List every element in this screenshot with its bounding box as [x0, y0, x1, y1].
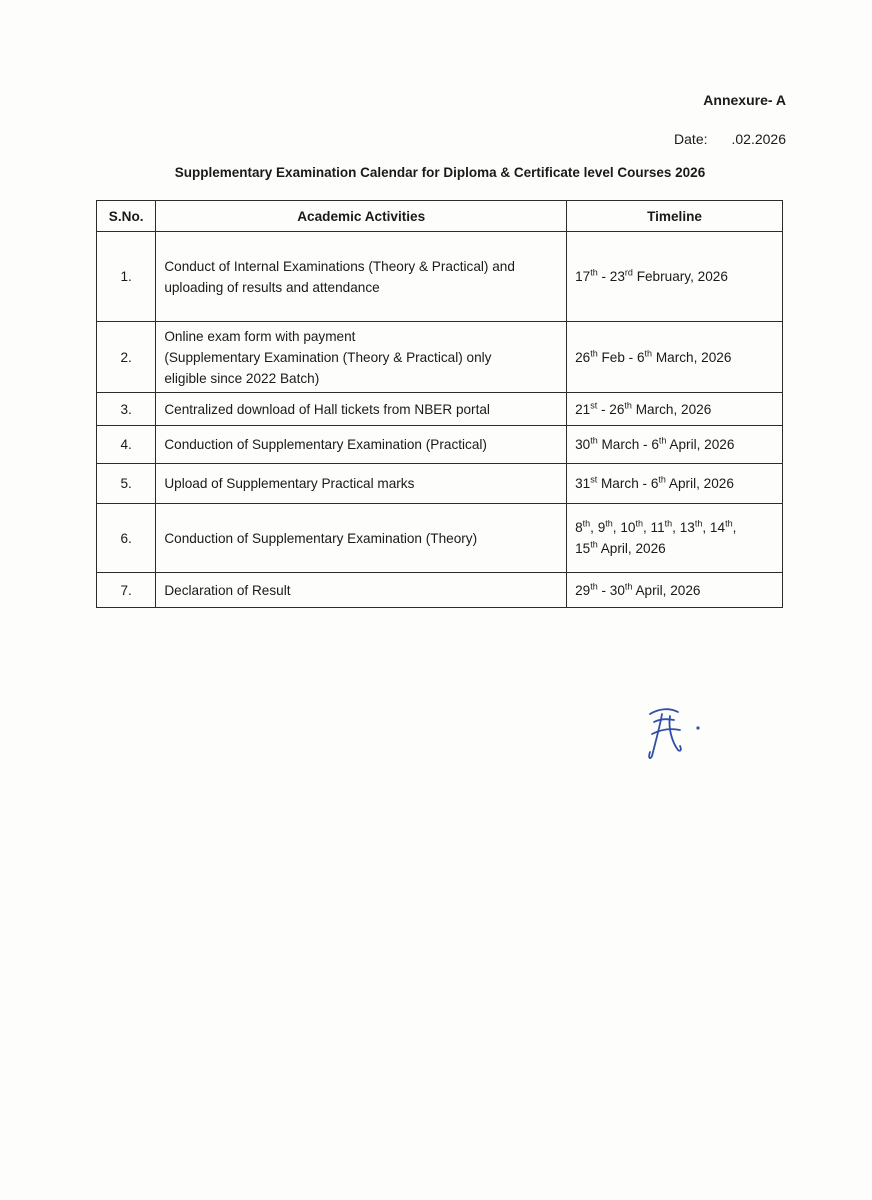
timeline-text: March, 2026: [631, 401, 712, 417]
cell-activity: [156, 393, 567, 426]
timeline-line: [575, 538, 774, 559]
cell-timeline: [567, 393, 783, 426]
table-row: [97, 393, 783, 426]
timeline-text: 30: [575, 437, 591, 452]
timeline-text: March - 6: [597, 437, 659, 452]
cell-timeline: [567, 232, 783, 322]
ordinal-suffix: th: [590, 539, 598, 550]
date-label: Date:: [674, 131, 708, 147]
activity-line: (Supplementary Examination (Theory & Practical) only: [164, 349, 492, 365]
ordinal-suffix: th: [694, 518, 703, 529]
timeline-text: , 13: [672, 520, 695, 535]
timeline-text: Feb - 6: [597, 349, 645, 365]
cell-timeline: [567, 573, 783, 608]
activity-line: uploading of results and attendance: [164, 279, 380, 295]
activity-line: Conduction of Supplementary Examination (Practical): [164, 437, 487, 452]
activity-line: Upload of Supplementary Practical marks: [164, 476, 415, 491]
date-value: .02.2026: [731, 131, 786, 147]
activity-line: Conduct of Internal Examinations (Theory & Practical) and: [164, 258, 515, 274]
cell-sno: 3.: [97, 393, 156, 426]
timeline-line: [575, 399, 774, 420]
document-title: Supplementary Examination Calendar for Diploma & Certificate level Courses 2026: [174, 165, 706, 180]
cell-activity: [156, 322, 567, 393]
timeline-text: April, 2026: [665, 476, 734, 491]
ordinal-suffix: th: [658, 474, 666, 485]
table-header-row: [97, 201, 783, 232]
signature-icon: [640, 700, 706, 764]
timeline-text: April, 2026: [632, 582, 701, 598]
timeline-text: March - 6: [597, 476, 659, 491]
timeline-line: [575, 347, 774, 368]
table-row: [97, 573, 783, 608]
table-row: [97, 464, 783, 504]
timeline-text: - 26: [597, 401, 625, 417]
activity-line: Declaration of Result: [164, 582, 291, 598]
activity-line: Online exam form with payment: [164, 328, 356, 344]
timeline-text: , 9: [590, 520, 606, 535]
timeline-text: ,: [732, 520, 737, 535]
cell-sno: 4.: [97, 426, 156, 464]
ordinal-suffix: th: [624, 399, 632, 410]
timeline-text: April, 2026: [597, 541, 666, 556]
timeline-text: , 10: [612, 520, 636, 535]
date-line: [600, 131, 786, 147]
cell-sno: 1.: [97, 232, 156, 322]
cell-activity: [156, 464, 567, 504]
cell-sno: 7.: [97, 573, 156, 608]
ordinal-suffix: rd: [624, 267, 633, 278]
ordinal-suffix: th: [644, 347, 653, 358]
cell-activity: [156, 573, 567, 608]
activity-line: eligible since 2022 Batch): [164, 370, 320, 386]
timeline-text: 29: [575, 582, 591, 598]
cell-sno: 5.: [97, 464, 156, 504]
ordinal-suffix: th: [635, 518, 643, 529]
column-header-activities: Academic Activities: [156, 201, 567, 232]
column-header-timeline: Timeline: [567, 201, 783, 232]
timeline-text: - 23: [597, 269, 625, 284]
timeline-text: 17: [575, 269, 591, 284]
timeline-text: 21: [575, 401, 591, 417]
ordinal-suffix: th: [624, 580, 633, 591]
ordinal-suffix: th: [664, 518, 673, 529]
timeline-text: April, 2026: [666, 437, 735, 452]
ordinal-suffix: th: [590, 435, 598, 446]
timeline-text: , 14: [702, 520, 726, 535]
timeline-text: 31: [575, 476, 591, 491]
cell-timeline: [567, 322, 783, 393]
ordinal-suffix: th: [590, 347, 598, 358]
cell-timeline: [567, 504, 783, 573]
timeline-text: 26: [575, 349, 591, 365]
timeline-line: [575, 434, 774, 455]
cell-sno: 2.: [97, 322, 156, 393]
cell-activity: [156, 504, 567, 573]
column-header-sno: S.No.: [97, 201, 156, 232]
ordinal-suffix: th: [658, 435, 667, 446]
cell-activity: [156, 426, 567, 464]
timeline-line: [575, 473, 774, 494]
timeline-line: [575, 266, 774, 287]
timeline-text: , 11: [642, 520, 665, 535]
activity-line: Centralized download of Hall tickets from NBER portal: [164, 401, 490, 417]
activity-line: Conduction of Supplementary Examination (Theory): [164, 530, 478, 546]
table-row: [97, 232, 783, 322]
ordinal-suffix: th: [605, 518, 613, 529]
table-row: [97, 426, 783, 464]
table-row: [97, 504, 783, 573]
table-body: [97, 232, 783, 608]
ordinal-suffix: th: [582, 518, 591, 529]
cell-timeline: [567, 426, 783, 464]
timeline-line: [575, 517, 774, 538]
cell-timeline: [567, 464, 783, 504]
cell-sno: 6.: [97, 504, 156, 573]
calendar-table: [96, 200, 783, 608]
timeline-text: - 30: [597, 582, 625, 598]
timeline-text: 15: [575, 541, 591, 556]
ordinal-suffix: th: [590, 267, 598, 278]
timeline-text: 8: [575, 520, 583, 535]
ordinal-suffix: th: [590, 580, 598, 591]
timeline-text: March, 2026: [652, 349, 732, 365]
ordinal-suffix: th: [725, 518, 733, 529]
ordinal-suffix: st: [590, 399, 598, 410]
ordinal-suffix: st: [590, 474, 598, 485]
timeline-line: [575, 580, 774, 601]
annexure-label: Annexure- A: [703, 92, 786, 108]
table-row: [97, 322, 783, 393]
cell-activity: [156, 232, 567, 322]
timeline-text: February, 2026: [632, 269, 728, 284]
